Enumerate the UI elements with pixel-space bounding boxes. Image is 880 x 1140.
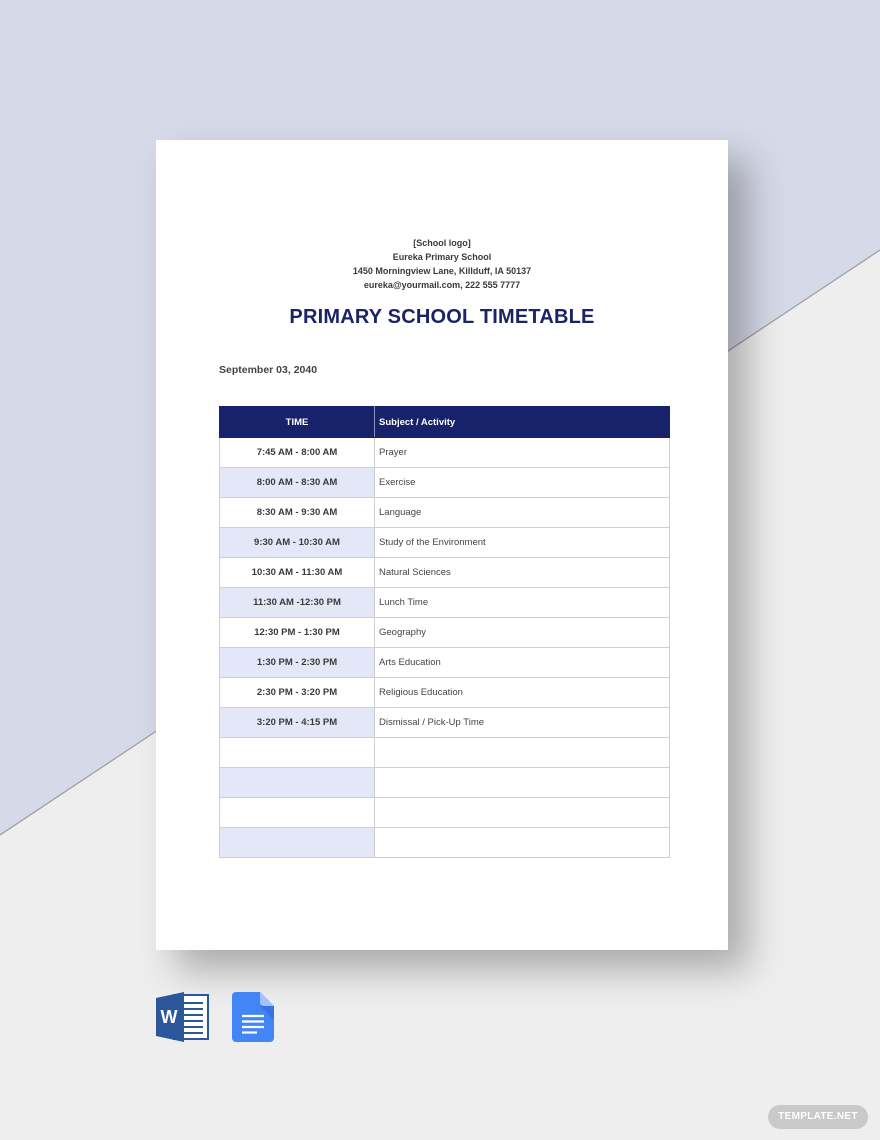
document-date: September 03, 2040 (219, 364, 318, 376)
time-cell: 2:30 PM - 3:20 PM (220, 678, 375, 708)
time-cell: 11:30 AM -12:30 PM (220, 588, 375, 618)
table-row (220, 498, 670, 528)
header-time: TIME (220, 407, 375, 438)
google-docs-icon[interactable] (232, 992, 274, 1042)
table-row (220, 588, 670, 618)
header-subject: Subject / Activity (375, 407, 670, 438)
time-cell (220, 738, 375, 768)
time-cell: 8:30 AM - 9:30 AM (220, 498, 375, 528)
subject-cell (375, 738, 670, 768)
table-row (220, 468, 670, 498)
letterhead (156, 236, 728, 292)
subject-cell: Arts Education (375, 648, 670, 678)
svg-text:W: W (160, 1007, 178, 1027)
table-row-empty (220, 828, 670, 858)
table-row (220, 438, 670, 468)
table-row (220, 678, 670, 708)
subject-cell: Exercise (375, 468, 670, 498)
subject-cell: Prayer (375, 438, 670, 468)
time-cell: 10:30 AM - 11:30 AM (220, 558, 375, 588)
school-address: 1450 Morningview Lane, Killduff, IA 50137 (352, 266, 532, 276)
table-row (220, 558, 670, 588)
table-row (220, 528, 670, 558)
subject-cell (375, 828, 670, 858)
subject-cell: Dismissal / Pick-Up Time (375, 708, 670, 738)
document-page (156, 140, 728, 950)
document-title: PRIMARY SCHOOL TIMETABLE (289, 306, 595, 328)
time-cell: 12:30 PM - 1:30 PM (220, 618, 375, 648)
timetable (219, 406, 670, 858)
table-row-empty (220, 768, 670, 798)
school-contact: eureka@yourmail.com, 222 555 7777 (363, 280, 521, 290)
time-cell: 7:45 AM - 8:00 AM (220, 438, 375, 468)
table-row-empty (220, 798, 670, 828)
table-row-empty (220, 738, 670, 768)
subject-cell: Religious Education (375, 678, 670, 708)
timetable-header-row (220, 407, 670, 438)
subject-cell (375, 798, 670, 828)
time-cell (220, 798, 375, 828)
subject-cell: Language (375, 498, 670, 528)
table-row (220, 648, 670, 678)
microsoft-word-icon[interactable] (156, 992, 210, 1042)
table-row (220, 708, 670, 738)
time-cell: 3:20 PM - 4:15 PM (220, 708, 375, 738)
subject-cell: Lunch Time (375, 588, 670, 618)
subject-cell: Study of the Environment (375, 528, 670, 558)
subject-cell: Geography (375, 618, 670, 648)
school-logo-placeholder: [School logo] (413, 238, 471, 248)
time-cell: 8:00 AM - 8:30 AM (220, 468, 375, 498)
school-name: Eureka Primary School (392, 252, 492, 262)
time-cell: 1:30 PM - 2:30 PM (220, 648, 375, 678)
time-cell (220, 828, 375, 858)
subject-cell (375, 768, 670, 798)
table-row (220, 618, 670, 648)
subject-cell: Natural Sciences (375, 558, 670, 588)
template-net-badge[interactable]: TEMPLATE.NET (768, 1105, 868, 1129)
time-cell: 9:30 AM - 10:30 AM (220, 528, 375, 558)
time-cell (220, 768, 375, 798)
